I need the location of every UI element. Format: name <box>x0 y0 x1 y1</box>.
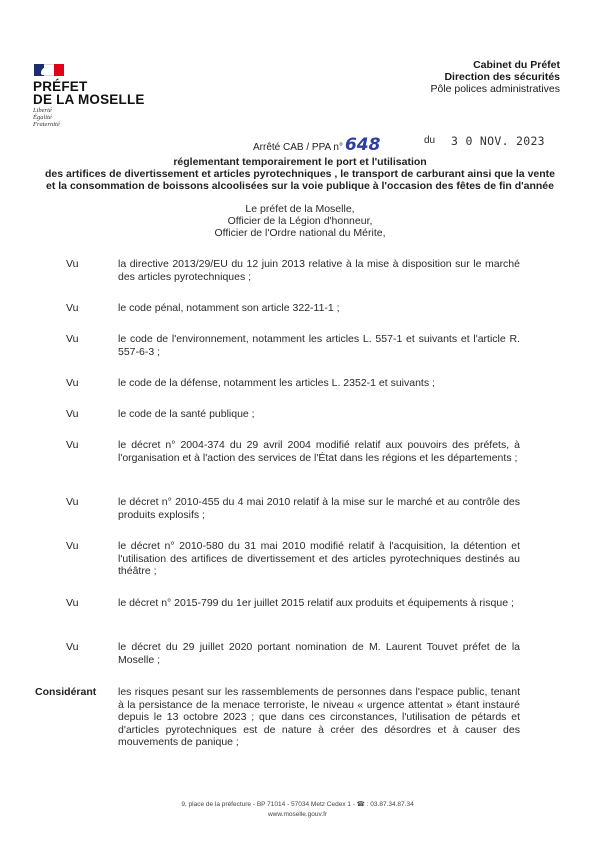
service-header <box>430 59 560 95</box>
vu-label: Vu <box>66 258 79 270</box>
footer-address: 9, place de la préfecture - BP 71014 - 57034 Metz Cedex 1 - ☎ : 03.87.34.87.34 <box>181 801 414 808</box>
vu-label: Vu <box>66 641 79 653</box>
vu-label: Vu <box>66 408 79 420</box>
considerant-label: Considérant <box>35 686 97 698</box>
prefet-block <box>40 203 560 239</box>
vu-item: le code pénal, notamment son article 322-11-1 ; <box>118 302 340 314</box>
logo-line-1: PRÉFET <box>33 79 88 94</box>
service-cabinet: Cabinet du Préfet <box>473 59 560 71</box>
title-line-2: des artifices de divertissement et articles pyrotechniques , le transport de carburant ainsi que la vente <box>44 168 555 180</box>
title-line-1: réglementant temporairement le port et l'utilisation <box>173 156 427 168</box>
marianne-flag-logo <box>34 64 64 76</box>
vu-label: Vu <box>66 496 79 508</box>
devise-liberte: Liberté <box>33 107 52 114</box>
service-pole: Pôle polices administratives <box>430 83 560 95</box>
vu-label: Vu <box>66 540 79 552</box>
service-direction: Direction des sécurités <box>444 71 560 83</box>
considerant-text: les risques pesant sur les rassemblements de personnes dans l'espace public, tenant à la persistance de la menace terroriste, le niveau « urgence attentat » étant instauré depuis le 13 octobre 2023 ; que dans ces circonstances, l'utilisation de pétards et d'articles pyrotechniques est de nature à créer des désordres et à causer des mouvements de panique ; <box>118 686 520 748</box>
arrete-number-line <box>253 135 380 155</box>
footer-website: www.moselle.gouv.fr <box>267 811 328 818</box>
title-line-3: et la consommation de boissons alcoolisées sur la voie publique à l'occasion des fêtes de fin d'année <box>46 180 554 192</box>
devise <box>33 107 60 128</box>
vu-label: Vu <box>66 439 79 451</box>
prefet-line-1: Le préfet de la Moselle, <box>245 203 355 215</box>
vu-label: Vu <box>66 377 79 389</box>
vu-item: le décret n° 2010-455 du 4 mai 2010 relatif à la mise sur le marché et au contrôle des produits explosifs ; <box>118 496 520 521</box>
prefet-line-3: Officier de l'Ordre national du Mérite, <box>214 227 386 239</box>
prefet-line-2: Officier de la Légion d'honneur, <box>227 215 373 227</box>
date-stamp: 3 0 NOV. 2023 <box>451 134 545 148</box>
arrete-label: Arrêté CAB / PPA n° <box>253 142 343 153</box>
arrete-number: 648 <box>344 135 381 155</box>
logo-line-2: DE LA MOSELLE <box>33 92 145 107</box>
vu-item: le code de l'environnement, notamment les articles L. 557-1 et suivants et l'article R. 557-6-3 ; <box>118 333 520 358</box>
page-footer <box>100 800 495 820</box>
vu-item: le décret n° 2015-799 du 1er juillet 2015 relatif aux produits et équipements à risque ; <box>118 597 514 609</box>
prefet-logo-text <box>33 80 145 106</box>
vu-label: Vu <box>66 597 79 609</box>
vu-item: le code de la défense, notamment les articles L. 2352-1 et suivants ; <box>118 377 435 389</box>
devise-fraternite: Fraternité <box>33 121 60 128</box>
vu-label: Vu <box>66 302 79 314</box>
arrete-title <box>40 156 560 192</box>
arrete-du: du <box>424 135 436 146</box>
vu-item: la directive 2013/29/EU du 12 juin 2013 relative à la mise à disposition sur le marché des articles pyrotechniques ; <box>118 258 520 283</box>
vu-item: le décret n° 2010-580 du 31 mai 2010 modifié relatif à l'acquisition, la détention et l'utilisation des artifices de divertissement et des articles pyrotechniques destinés au théâtre ; <box>118 540 520 577</box>
vu-item: le code de la santé publique ; <box>118 408 255 420</box>
vu-item: le décret du 29 juillet 2020 portant nomination de M. Laurent Touvet préfet de la Moselle ; <box>118 641 520 666</box>
vu-item: le décret n° 2004-374 du 29 avril 2004 modifié relatif aux pouvoirs des préfets, à l'organisation et à l'action des services de l'État dans les régions et les départements ; <box>118 439 520 464</box>
vu-label: Vu <box>66 333 79 345</box>
devise-egalite: Égalité <box>33 114 52 121</box>
